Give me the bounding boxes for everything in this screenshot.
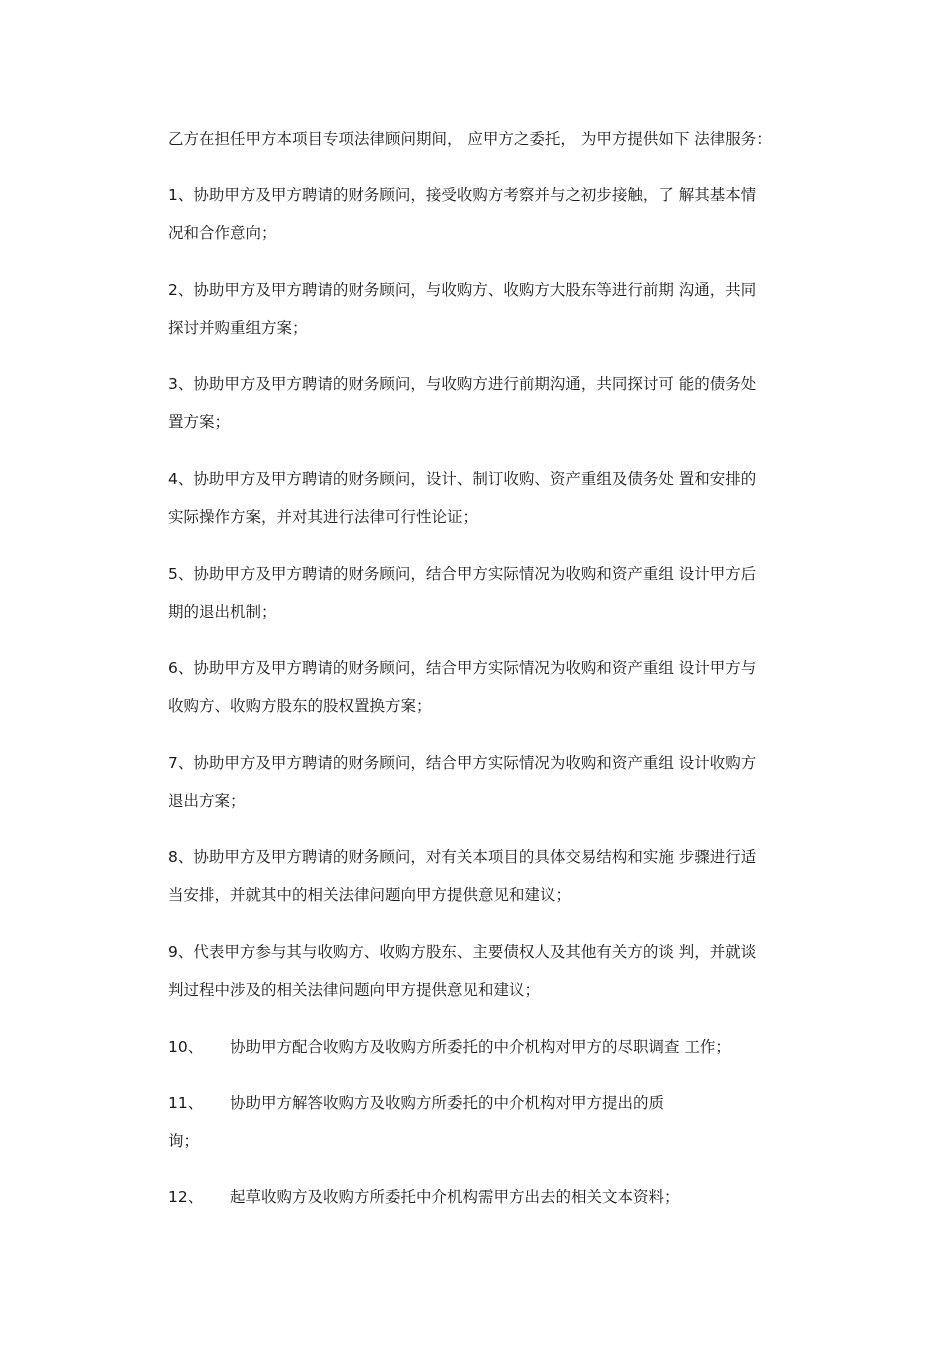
- list-item-8: [168, 838, 818, 914]
- list-item-12: [168, 1178, 828, 1216]
- list-item-4-line-1: 4、协助甲方及甲方聘请的财务顾问，设计、制订收购、资产重组及债务处 置和安排的: [168, 470, 757, 488]
- list-item-6-line-1: 6、协助甲方及甲方聘请的财务顾问，结合甲方实际情况为收购和资产重组 设计甲方与: [168, 659, 757, 677]
- list-item-11-continuation: 询；: [168, 1132, 200, 1150]
- list-item-4-line-2: 实际操作方案，并对其进行法律可行性论证；: [168, 508, 479, 526]
- list-item-2-line-1: 2、协助甲方及甲方聘请的财务顾问，与收购方、收购方大股东等进行前期 沟通，共同: [168, 281, 757, 299]
- intro-text: 乙方在担任甲方本项目专项法律顾问期间， 应甲方之委托， 为甲方提供如下 法律服务：: [168, 130, 772, 148]
- list-item-5-line-1: 5、协助甲方及甲方聘请的财务顾问，结合甲方实际情况为收购和资产重组 设计甲方后: [168, 565, 757, 583]
- list-item-3-line-1: 3、协助甲方及甲方聘请的财务顾问，与收购方进行前期沟通，共同探讨可 能的债务处: [168, 375, 757, 393]
- list-item-9-line-1: 9、代表甲方参与其与收购方、收购方股东、主要债权人及其他有关方的谈 判，并就谈: [168, 943, 757, 961]
- list-item-11: [168, 1084, 828, 1160]
- list-item-8-line-1: 8、协助甲方及甲方聘请的财务顾问，对有关本项目的具体交易结构和实施 步骤进行适: [168, 848, 757, 866]
- list-item-4: [168, 460, 818, 536]
- list-item-9: [168, 933, 818, 1009]
- list-item-2-line-2: 探讨并购重组方案；: [168, 319, 308, 337]
- intro-paragraph: [168, 120, 818, 158]
- list-item-1-line-1: 1、协助甲方及甲方聘请的财务顾问，接受收购方考察并与之初步接触，了 解其基本情: [168, 186, 757, 204]
- list-item-2: [168, 271, 818, 347]
- list-item-3: [168, 365, 818, 441]
- list-item-11-number: 11、: [168, 1094, 204, 1112]
- list-item-12-number: 12、: [168, 1188, 204, 1206]
- list-item-5-line-2: 期的退出机制；: [168, 603, 277, 621]
- list-item-7: [168, 744, 818, 820]
- list-item-12-text: 起草收购方及收购方所委托中介机构需甲方出去的相关文本资料；: [230, 1188, 680, 1206]
- list-item-10: [168, 1028, 828, 1066]
- list-item-7-line-2: 退出方案；: [168, 792, 246, 810]
- list-item-8-line-2: 当安排，并就其中的相关法律问题向甲方提供意见和建议；: [168, 886, 572, 904]
- list-item-6: [168, 649, 818, 725]
- list-item-10-number: 10、: [168, 1038, 204, 1056]
- list-item-9-line-2: 判过程中涉及的相关法律问题向甲方提供意见和建议；: [168, 981, 541, 999]
- list-item-7-line-1: 7、协助甲方及甲方聘请的财务顾问，结合甲方实际情况为收购和资产重组 设计收购方: [168, 754, 757, 772]
- list-item-3-line-2: 置方案；: [168, 413, 231, 431]
- list-item-6-line-2: 收购方、收购方股东的股权置换方案；: [168, 697, 432, 715]
- list-item-1: [168, 176, 818, 252]
- list-item-5: [168, 555, 818, 631]
- list-item-10-text: 协助甲方配合收购方及收购方所委托的中介机构对甲方的尽职调查 工作；: [230, 1038, 731, 1056]
- list-item-11-text: 协助甲方解答收购方及收购方所委托的中介机构对甲方提出的质: [230, 1094, 665, 1112]
- list-item-1-line-2: 况和合作意向；: [168, 224, 277, 242]
